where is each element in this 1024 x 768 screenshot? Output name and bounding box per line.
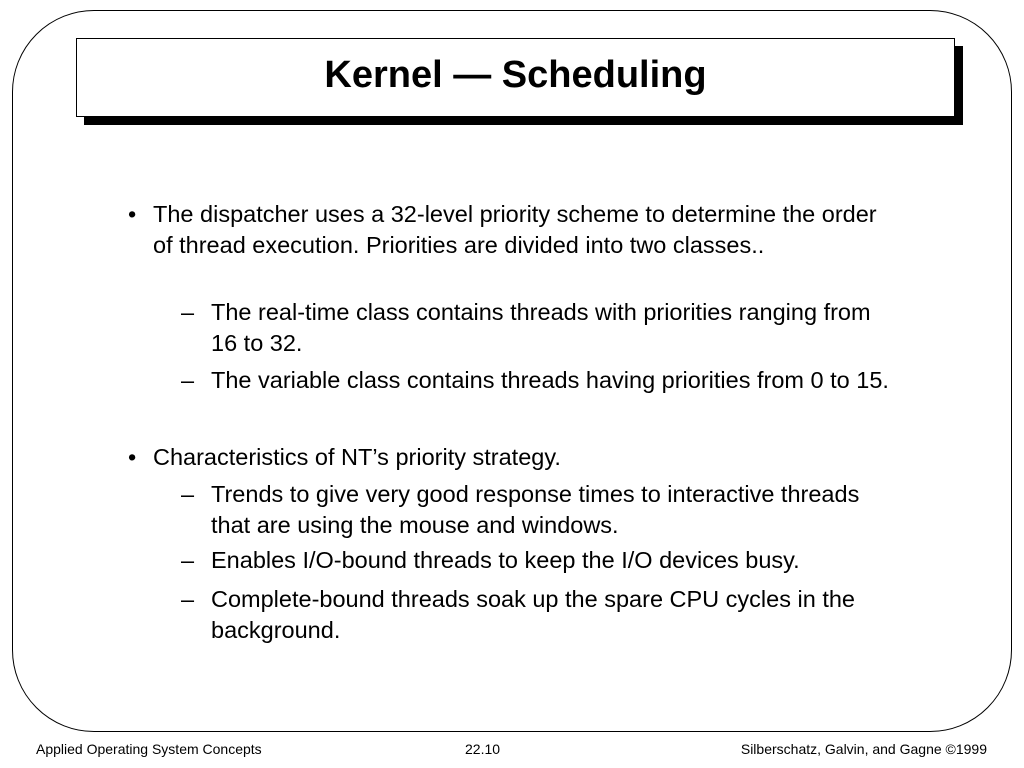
bullet-marker: •	[128, 201, 137, 227]
footer-course-title: Applied Operating System Concepts	[36, 741, 262, 757]
bullet-text: The dispatcher uses a 32-level priority scheme to determine the order of thread execution. Priorities are divided into two classes..	[153, 201, 877, 258]
bullet-marker: •	[128, 444, 137, 470]
sub-bullet-text: Complete-bound threads soak up the spare CPU cycles in the background.	[211, 586, 855, 643]
footer-page-number: 22.10	[465, 741, 501, 757]
sub-bullet-marker: –	[181, 299, 195, 325]
sub-bullet-marker: –	[181, 367, 195, 393]
slide-title: Kernel — Scheduling	[324, 54, 707, 96]
sub-bullet-text: Trends to give very good response times to interactive threads that are using the mouse and windows.	[211, 481, 860, 538]
sub-bullet-text: Enables I/O-bound threads to keep the I/O devices busy.	[211, 547, 800, 573]
sub-bullet-text: The variable class contains threads having priorities from 0 to 15.	[211, 367, 889, 393]
sub-bullet-marker: –	[181, 586, 195, 612]
bullet-text: Characteristics of NT’s priority strategy.	[153, 444, 561, 470]
sub-bullet-marker: –	[181, 547, 195, 573]
sub-bullet-text: The real-time class contains threads with priorities ranging from 16 to 32.	[211, 299, 871, 356]
footer-copyright: Silberschatz, Galvin, and Gagne ©1999	[740, 741, 987, 757]
sub-bullet-marker: –	[181, 481, 195, 507]
